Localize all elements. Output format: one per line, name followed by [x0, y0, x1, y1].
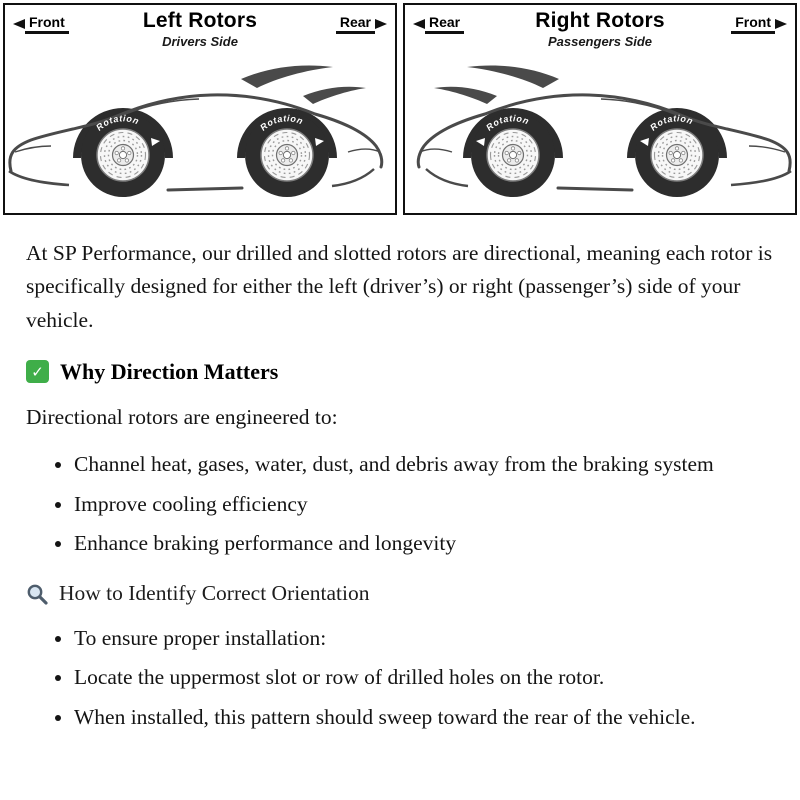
right-rotors-panel — [403, 3, 797, 215]
direction-label: Front — [731, 14, 775, 34]
rotation-label: Rotation — [258, 113, 305, 133]
rotation-label: Rotation — [94, 113, 141, 133]
rear-direction-arrow — [336, 14, 387, 34]
rotation-label: Rotation — [648, 113, 695, 133]
magnifying-glass-icon — [26, 583, 48, 605]
front-direction-arrow — [731, 14, 787, 34]
list-item: • Improve cooling efficiency — [74, 488, 774, 520]
benefits-list — [26, 448, 774, 559]
orientation-list — [26, 622, 774, 733]
rotation-label: Rotation — [484, 113, 531, 133]
section-title: Why Direction Matters — [60, 358, 279, 384]
section-heading-identify-orientation — [26, 581, 774, 606]
panel-title: Right Rotors — [535, 9, 665, 32]
arrow-right-icon — [375, 19, 387, 29]
panel-subtitle: Passengers Side — [547, 34, 653, 49]
article-body — [0, 215, 800, 733]
direction-label: Front — [25, 14, 69, 34]
left-car-illustration — [5, 52, 395, 210]
rotor-direction-diagram — [0, 0, 800, 215]
list-item: • Locate the uppermost slot or row of drilled holes on the rotor. — [74, 661, 774, 693]
section-heading-why-direction-matters — [26, 359, 774, 385]
list-item: • Enhance braking performance and longevity — [74, 527, 774, 559]
green-check-icon — [26, 360, 49, 383]
section-title: How to Identify Correct Orientation — [59, 581, 370, 605]
right-car-illustration — [405, 52, 795, 210]
lead-paragraph: Directional rotors are engineered to: — [26, 404, 338, 429]
list-item: • When installed, this pattern should sweep toward the rear of the vehicle. — [74, 701, 774, 733]
direction-label: Rear — [425, 14, 464, 34]
intro-paragraph: At SP Performance, our drilled and slotted rotors are directional, meaning each rotor is specifically designed for either the left (driver’s) or right (passenger’s) side of your vehicle. — [26, 241, 773, 332]
list-item: • Channel heat, gases, water, dust, and debris away from the braking system — [74, 448, 774, 480]
arrow-right-icon — [775, 19, 787, 29]
left-rotors-panel — [3, 3, 397, 215]
list-item: • To ensure proper installation: — [74, 622, 774, 654]
direction-label: Rear — [336, 14, 375, 34]
left-panel-header — [5, 5, 395, 51]
panel-subtitle: Drivers Side — [162, 34, 238, 49]
panel-title: Left Rotors — [142, 9, 258, 32]
right-panel-header — [405, 5, 795, 51]
